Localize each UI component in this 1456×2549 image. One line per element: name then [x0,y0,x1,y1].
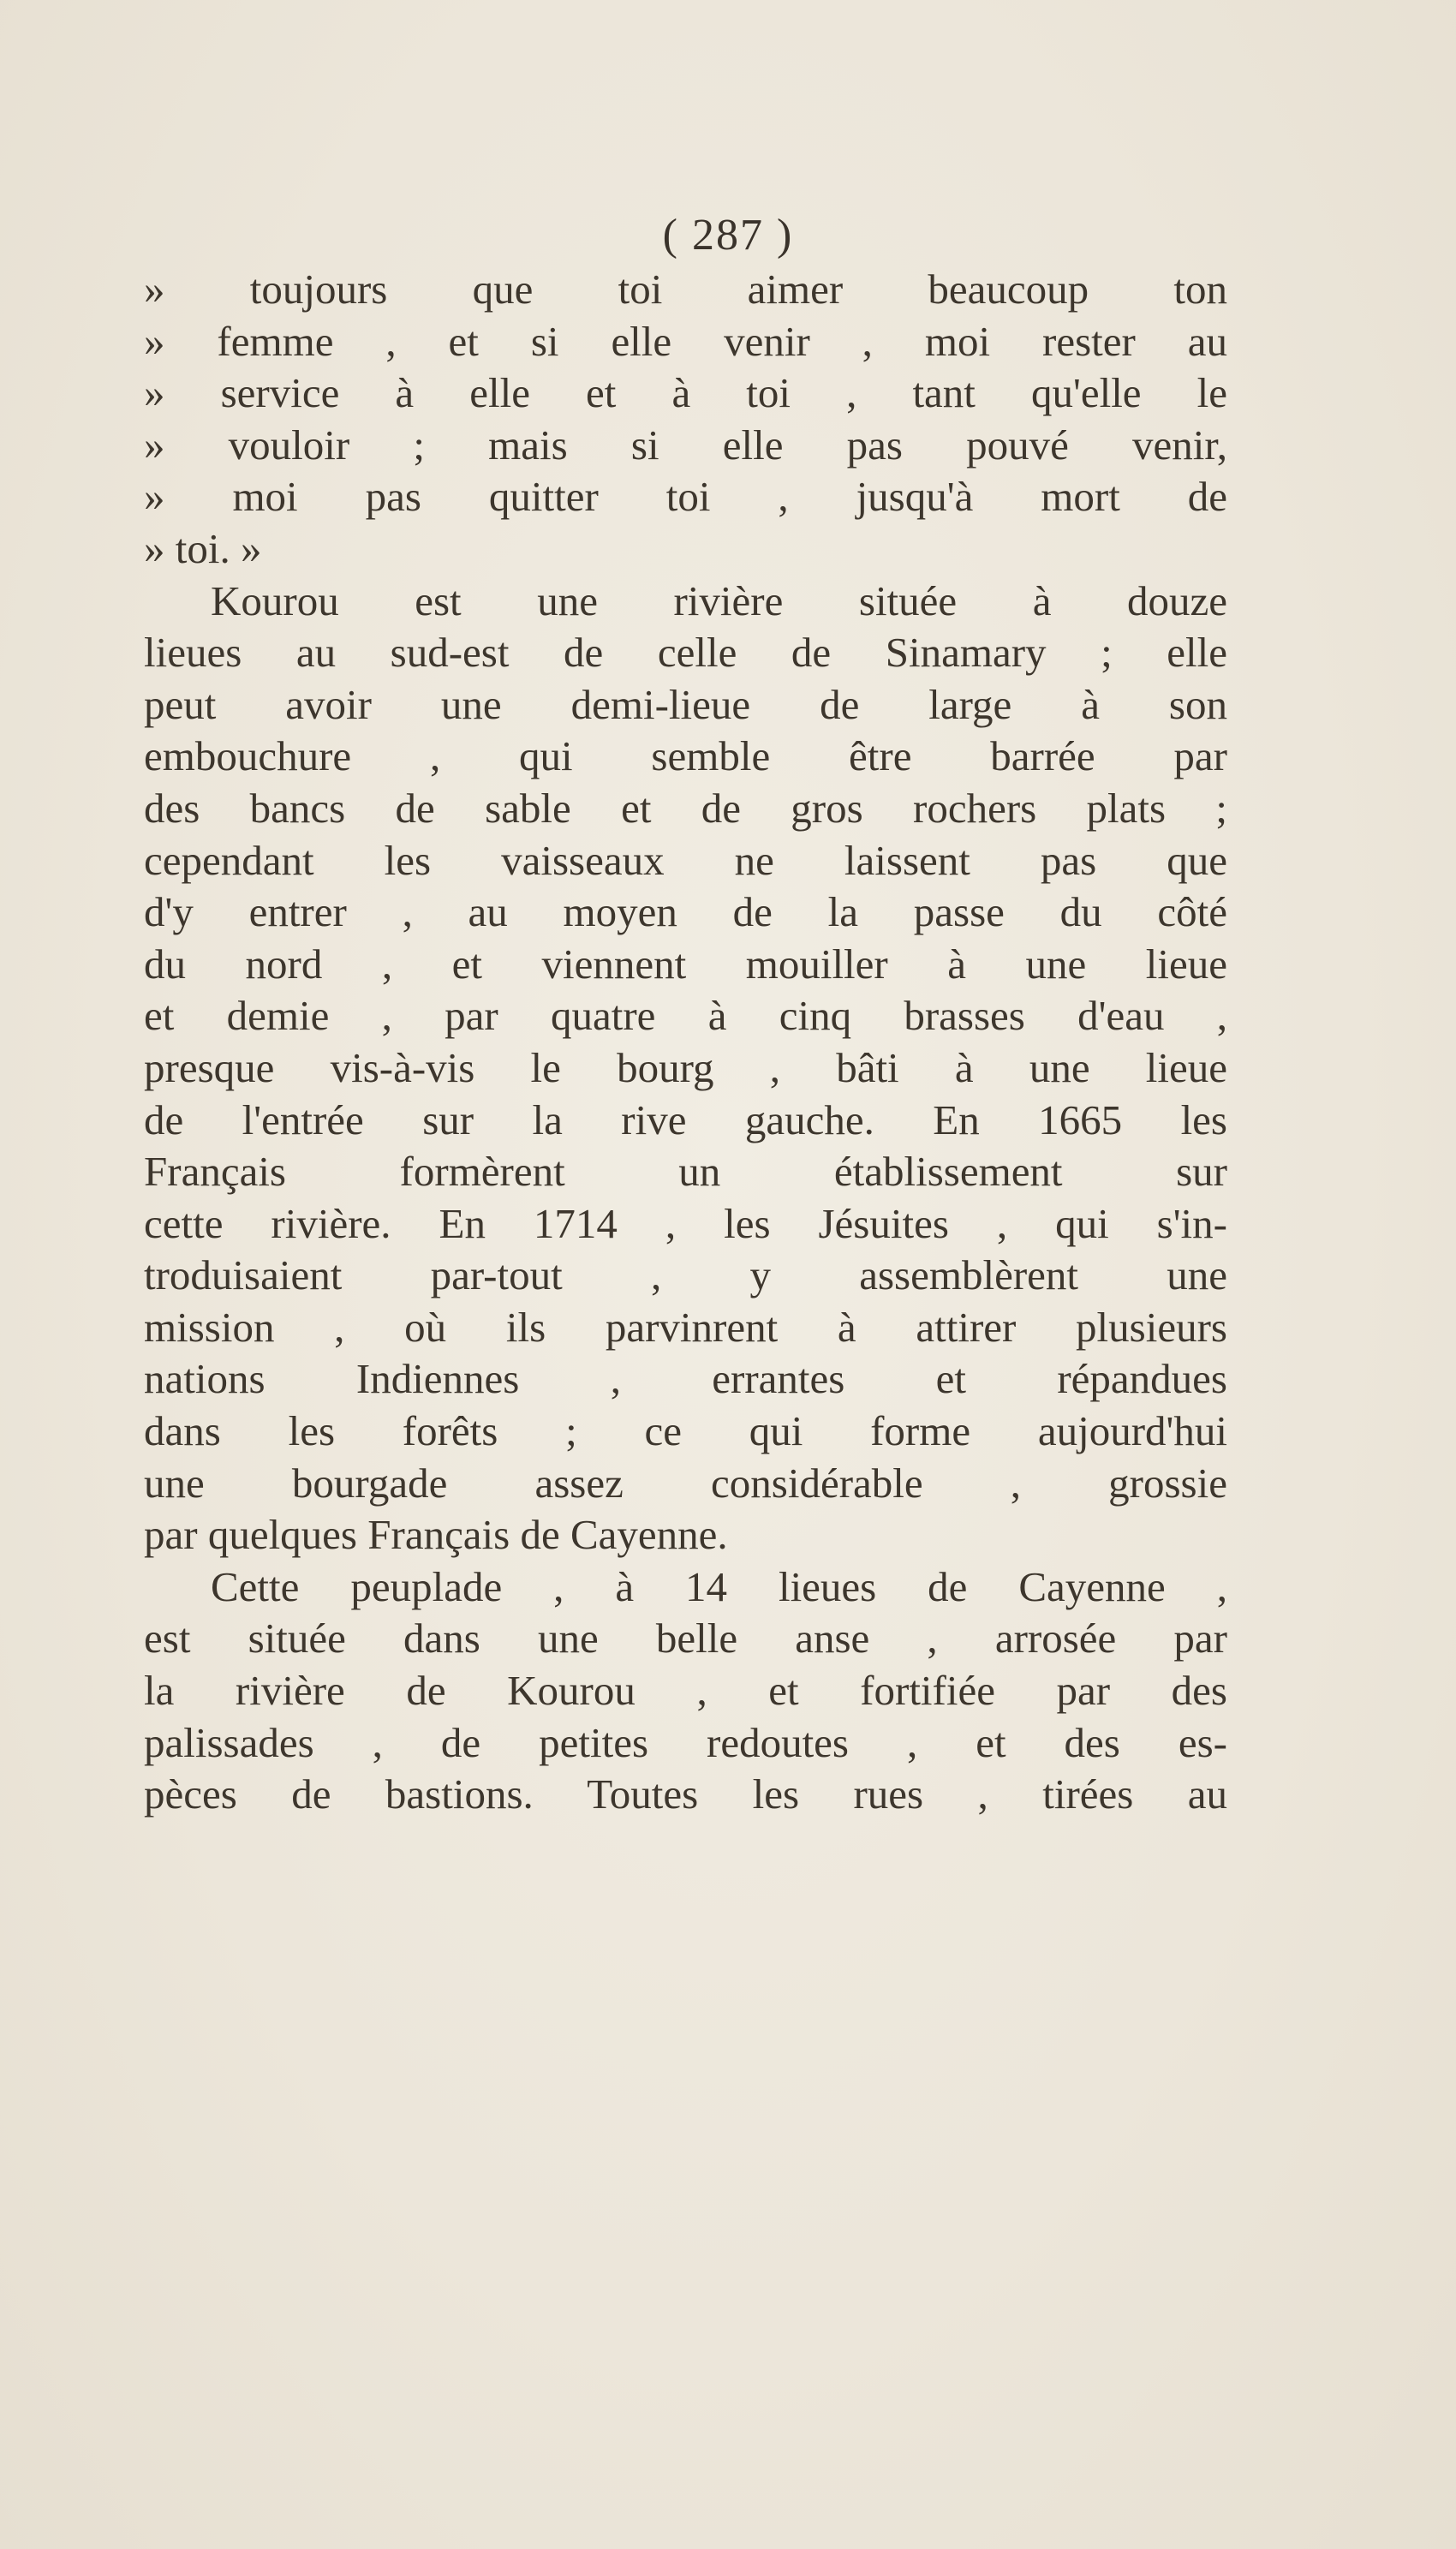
text-line: de l'entrée sur la rive gauche. En 1665 les [144,1095,1227,1143]
text-line: cependant les vaisseaux ne laissent pas que [144,836,1227,884]
text-line: presque vis-à-vis le bourg , bâti à une lieue [144,1043,1227,1091]
text-line: » femme , et si elle venir , moi rester au [144,317,1227,365]
text-line: cette rivière. En 1714 , les Jésuites , qui s'in- [144,1199,1227,1247]
text-line: mission , où ils parvinrent à attirer plusieurs [144,1303,1227,1351]
text-line: une bourgade assez considérable , grossie [144,1459,1227,1507]
text-line: peut avoir une demi-lieue de large à son [144,680,1227,728]
text-line: troduisaient par-tout , y assemblèrent une [144,1251,1227,1299]
text-line: est située dans une belle anse , arrosée par [144,1615,1227,1663]
text-line: dans les forêts ; ce qui forme aujourd'hui [144,1407,1227,1455]
text-line: palissades , de petites redoutes , et des es- [144,1718,1227,1766]
text-line: » toujours que toi aimer beaucoup ton [144,266,1227,313]
page-number: ( 287 ) [662,211,794,260]
text-line: » moi pas quitter toi , jusqu'à mort de [144,473,1227,521]
text-line: embouchure , qui semble être barrée par [144,732,1227,780]
text-line: Français formèrent un établissement sur [144,1148,1227,1196]
text-line: pèces de bastions. Toutes les rues , tirées au [144,1770,1227,1818]
text-line: par quelques Français de Cayenne. [144,1511,728,1559]
text-line: Kourou est une rivière située à douze [211,576,1227,624]
text-line: et demie , par quatre à cinq brasses d'eau , [144,992,1227,1040]
text-line: du nord , et viennent mouiller à une lieue [144,940,1227,988]
text-line: » toi. » [144,524,262,572]
text-line: Cette peuplade , à 14 lieues de Cayenne , [211,1562,1227,1610]
text-line: nations Indiennes , errantes et répandues [144,1355,1227,1403]
text-line: des bancs de sable et de gros rochers plats ; [144,784,1227,832]
text-line: la rivière de Kourou , et fortifiée par des [144,1667,1227,1715]
text-line: d'y entrer , au moyen de la passe du côté [144,888,1227,936]
text-line: » service à elle et à toi , tant qu'elle le [144,369,1227,417]
text-line: lieues au sud-est de celle de Sinamary ; elle [144,629,1227,677]
text-line: » vouloir ; mais si elle pas pouvé venir, [144,421,1227,469]
body-text [144,264,1227,1821]
